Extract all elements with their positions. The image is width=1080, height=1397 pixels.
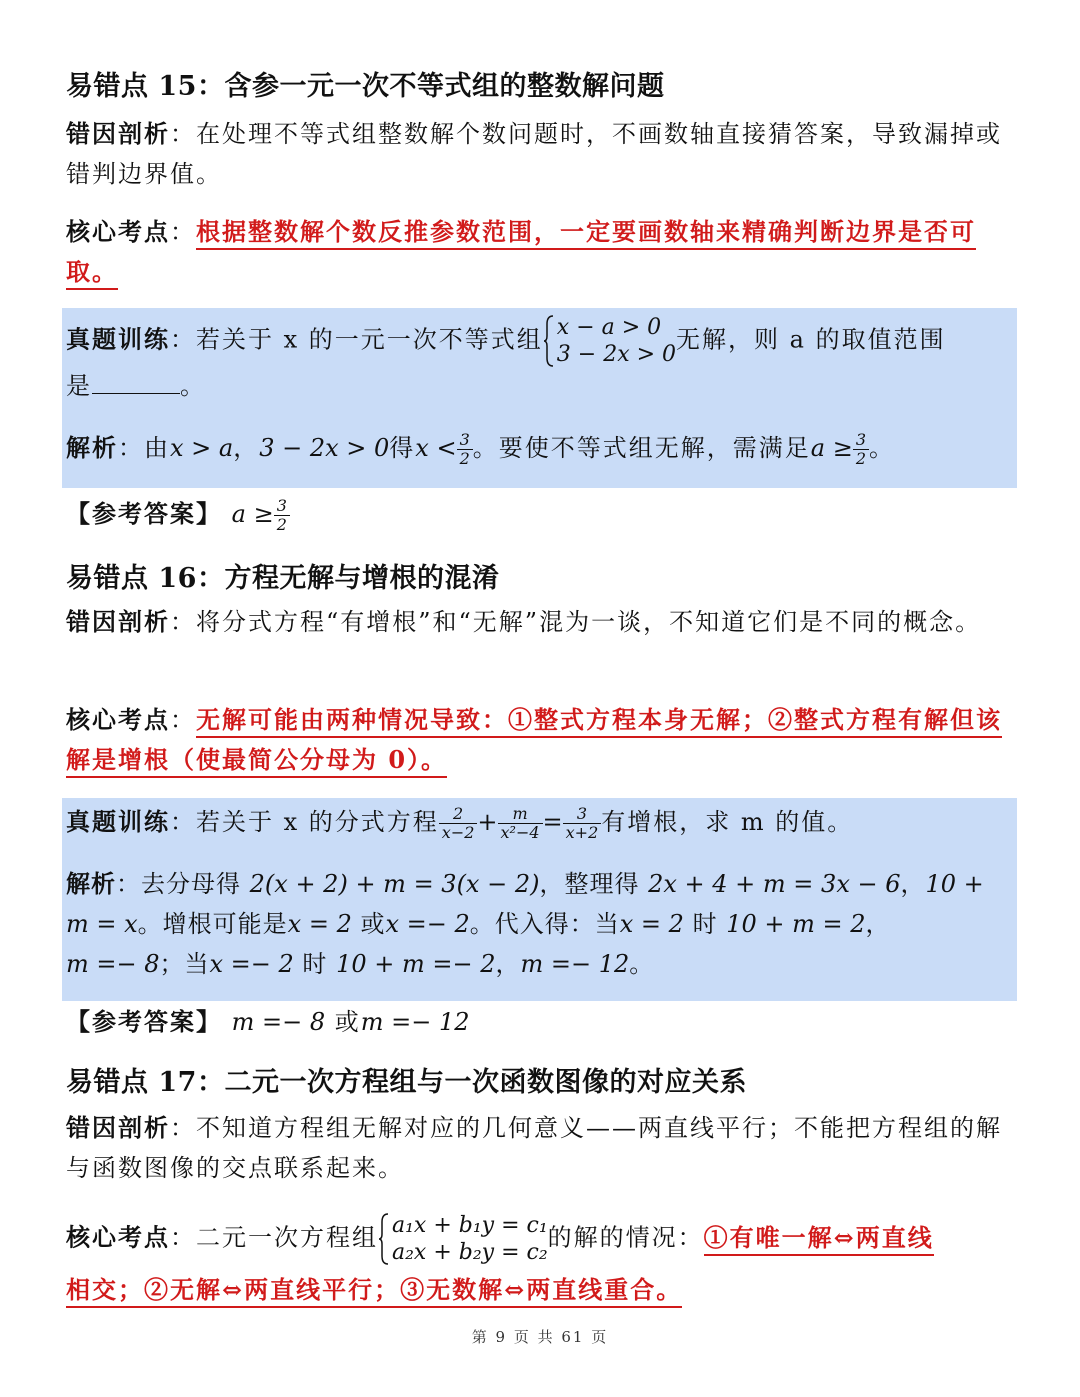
page-footer: 第 9 页 共 61 页 bbox=[471, 1328, 609, 1346]
training-label: 真题训练 bbox=[66, 324, 170, 354]
section-16-cause: 错因剖析：将分式方程“有增根”和“无解”混为一谈，不知道它们是不同的概念。 bbox=[66, 607, 982, 636]
core-text: 根据整数解个数反推参数范围，一定要画数轴来精确判断边界是否可取。 bbox=[66, 217, 976, 290]
section-16-training: 真题训练：若关于 x 的分式方程 $\frac{2}{x-2}$ + $\frac{m}{\text{x²−4}}$ = $\frac{3}{x+2}$ 有增根，求 m 的值。 bbox=[66, 804, 854, 842]
brace-icon bbox=[543, 314, 555, 368]
fraction: $\frac{m}{\text{x²−4}}$ bbox=[498, 805, 543, 842]
fraction: $\frac{3}{2}$ bbox=[853, 431, 869, 468]
section-17-title: 易错点 17：二元一次方程组与一次函数图像的对应关系 bbox=[66, 1067, 747, 1098]
section-15-title: 易错点 15：含参一元一次不等式组的整数解问题 bbox=[66, 71, 665, 102]
section-15-core: 核心考点：根据整数解个数反推参数范围，一定要画数轴来精确判断边界是否可取。 bbox=[66, 212, 1006, 292]
section-15-solution: 解析：由x > a，3 − 2x > 0得x < $\frac{3}{2}$ 。要使不等式组无解，需满足a ≥ $\frac{3}{2}$ 。 bbox=[66, 430, 895, 468]
section-17-cause: 错因剖析：不知道方程组无解对应的几何意义——两直线平行；不能把方程组的解与函数图像的交点联系起来。 bbox=[66, 1113, 1002, 1182]
section-16-answer: 【参考答案】 m =− 8 或m =− 12 bbox=[66, 1007, 470, 1036]
inequality-system: x − a > 0 3 − 2x > 0 bbox=[543, 314, 676, 368]
section-15-training-line2: 是 。 bbox=[66, 372, 206, 400]
cause-text: ：在处理不等式组整数解个数问题时，不画数轴直接猜答案，导致漏掉或错判边界值。 bbox=[66, 120, 1002, 188]
fraction: $\frac{2}{x-2}$ bbox=[439, 805, 478, 842]
brace-icon bbox=[378, 1212, 390, 1266]
answer-blank bbox=[92, 371, 180, 394]
fraction: $\frac{3}{2}$ bbox=[457, 431, 473, 468]
fraction: $\frac{3}{x+2}$ bbox=[563, 805, 602, 842]
section-17-core-line2: 相交；②无解⇔两直线平行；③无数解⇔两直线重合。 bbox=[66, 1270, 1006, 1310]
cause-label: 错因剖析 bbox=[66, 119, 170, 148]
section-15-cause bbox=[66, 114, 1006, 194]
section-17-core: 核心考点：二元一次方程组 a₁x + b₁y = c₁ a₂x + b₂y = c₂ 的解的情况：①有唯一解⇔两直线 bbox=[66, 1213, 934, 1265]
section-16-title: 易错点 16：方程无解与增根的混淆 bbox=[66, 563, 500, 594]
section-15-training: 真题训练：若关于 x 的一元一次不等式组 x − a > 0 3 − 2x > 0 无解，则 a 的取值范围 bbox=[66, 315, 946, 367]
section-16-core: 核心考点：无解可能由两种情况导致：①整式方程本身无解；②整式方程有解但该解是增根（使最简公分母为 0）。 bbox=[66, 700, 1006, 780]
section-16-solution: 解析：去分母得 2(x + 2) + m = 3(x − 2)，整理得 2x + 4 + m = 3x − 6，10 + m = x。增根可能是x = 2 或x =− 2。代入得：当x = 2 时 10 + m = 2， m =− 8；当x =− 2 时 10 + m =− 2，m =− 12。 bbox=[66, 869, 984, 978]
equation-system: a₁x + b₁y = c₁ a₂x + b₂y = c₂ bbox=[378, 1212, 548, 1266]
fraction: $\frac{3}{2}$ bbox=[274, 497, 290, 534]
core-label: 核心考点 bbox=[66, 217, 170, 246]
section-15-answer: 【参考答案】 a ≥ $\frac{3}{2}$ bbox=[66, 494, 1006, 534]
